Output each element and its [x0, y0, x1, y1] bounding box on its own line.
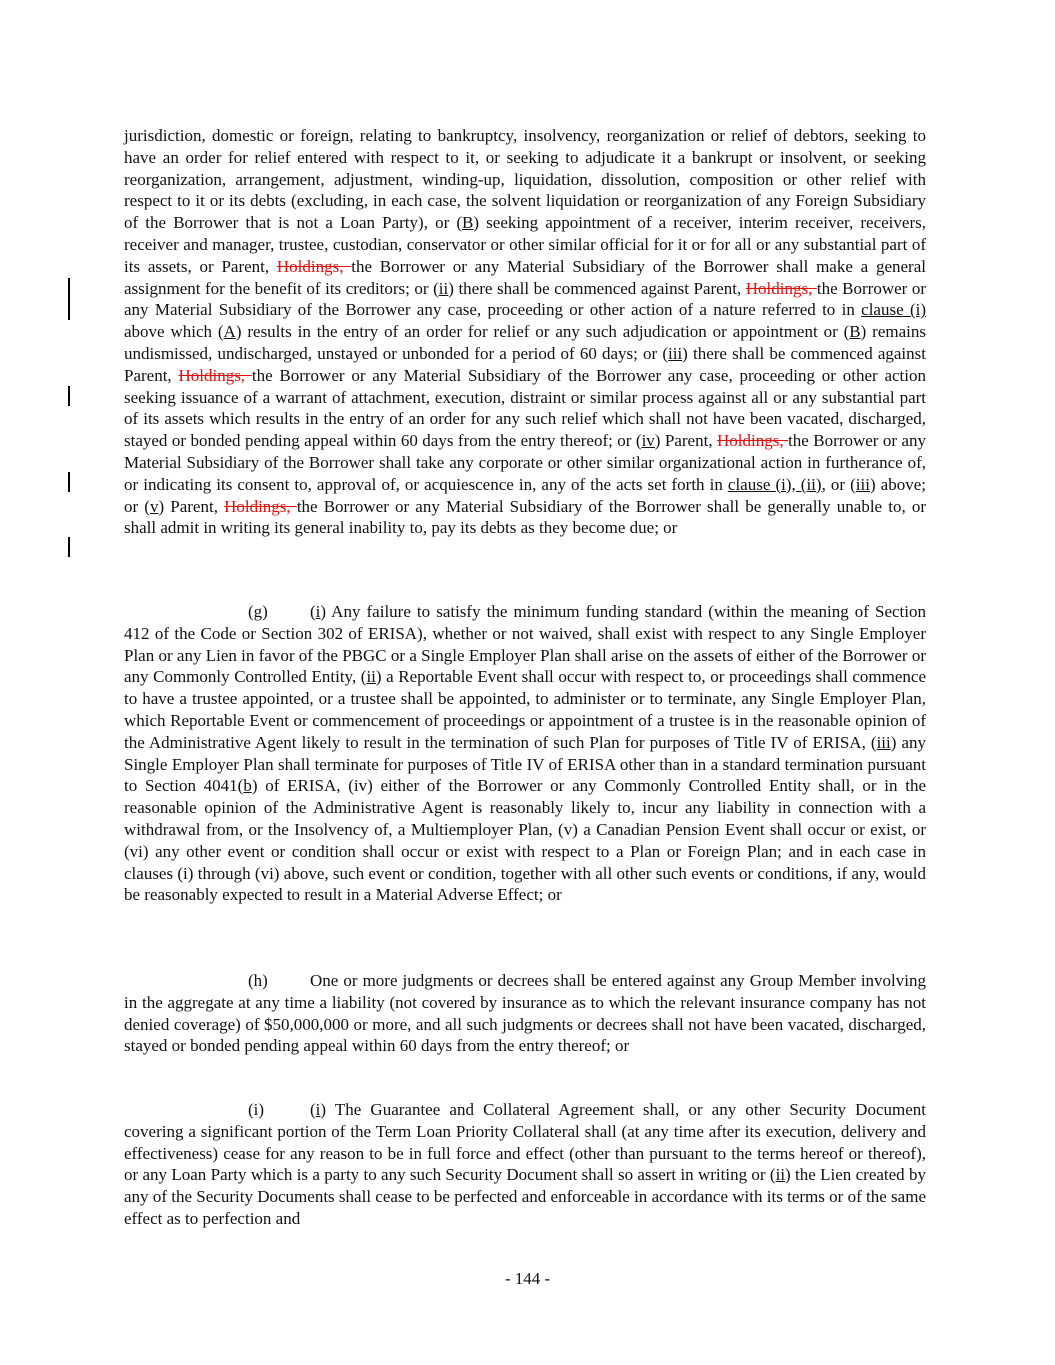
paragraph-h: (h) One or more judgments or decrees shall be entered against any Group Member involving in the aggregate at any time a liability (not covered by insurance as to which the relevant insurance company has not denied coverage) of $50,000,000 or more, and all such judgments or decrees shall not have been vacated, discharged, stayed or bonded pending appeal within 60 days from the entry thereof; or — [124, 971, 926, 1056]
deleted-text: Holdings, — [717, 431, 789, 451]
change-bar — [68, 537, 70, 557]
paragraph-i: (i) (i) The Guarantee and Collateral Agreement shall, or any other Security Document covering a significant portion of the Term Loan Priority Collateral shall (at any time after its execution, delivery and effectiveness) cease for any reason to be in full force and effect (other than pursuant to the terms hereof or thereof), or any Loan Party which is a party to any such Security Document shall so assert in writing or (ii) the Lien created by any of the Security Documents shall cease to be perfected and enforceable in accordance with its terms or of the same effect as to perfection and — [124, 1100, 927, 1228]
deleted-text: Holdings, — [745, 278, 817, 298]
paragraph-f-continuation: jurisdiction, domestic or foreign, relating to bankruptcy, insolvency, reorganization or relief of debtors, seeking to have an order for relief entered with respect to it, or seeking to adjudicate it a bankrupt or insolvent, or seeking reorganization, arrangement, adjustment, winding-up, liquidation, dissolution, composition or other relief with respect to it or its debts (excluding, in each case, the solvent liquidation or reorganization of any Foreign Subsidiary of the Borrower that is not a Loan Party), or (B) seeking appointment of a receiver, interim receiver, receivers, receiver and manager, trustee, custodian, conservator or other similar official for it or for all or any substantial part of its assets, or Parent, Holdings, the Borrower or any Material Subsidiary of the Borrower shall make a general assignment for the benefit of its creditors; or (ii) there shall be commenced against Parent, Holdings, the Borrower or any Material Subsidiary of the Borrower any case, proceeding or other action of a nature referred to in clause (i) above which (A) results in the entry of an order for relief or any such adjudication or appointment or (B) remains undismissed, undischarged, unstayed or unbonded for a period of 60 days; or (iii) there shall be commenced against Parent, Holdings, the Borrower or any Material Subsidiary of the Borrower any case, proceeding or other action seeking issuance of a warrant of attachment, execution, distraint or similar process against all or any substantial part of its assets which results in the entry of an order for any such relief which shall not have been vacated, discharged, stayed or bonded pending appeal within 60 days from the entry thereof; or (iv) Parent, Holdings, the Borrower or any Material Subsidiary of the Borrower shall take any corporate or other similar organizational action in furtherance of, or indicating its consent to, approval of, or acquiescence in, any of the acts set forth in clause (i), (ii), or (iii) above; or (v) Parent, Holdings, the Borrower or any Material Subsidiary of the Borrower shall be generally unable to, or shall admit in writing its general inability to, pay its debts as they become due; or — [124, 126, 927, 538]
paragraph-label: (g) — [248, 602, 268, 621]
deleted-text: Holdings, — [224, 496, 297, 516]
paragraph-label: (h) — [248, 971, 268, 990]
paragraph-label: (i) — [248, 1100, 265, 1119]
deleted-text: Holdings, — [178, 365, 252, 385]
paragraph-g: (g) (i) Any failure to satisfy the minimum funding standard (within the meaning of Section 412 of the Code or Section 302 of ERISA), whether or not waived, shall exist with respect to any Single Employer Plan or any Lien in favor of the PBGC or a Single Employer Plan shall arise on the assets of either of the Borrower or any Commonly Controlled Entity, (ii) a Reportable Event shall occur with respect to, or proceedings shall commence to have a trustee appointed, or a trustee shall be appointed, to administer or to terminate, any Single Employer Plan, which Reportable Event or commencement of proceedings or appointment of a trustee is in the reasonable opinion of the Administrative Agent likely to result in the termination of such Plan for purposes of Title IV of ERISA, (iii) any Single Employer Plan shall terminate for purposes of Title IV of ERISA other than in a standard termination pursuant to Section 4041(b) of ERISA, (iv) either of the Borrower or any Commonly Controlled Entity shall, or in the reasonable opinion of the Administrative Agent is reasonably likely to, incur any liability in connection with a withdrawal from, or the Insolvency of, a Multiemployer Plan, (v) a Canadian Pension Event shall occur or exist, or (vi) any other event or condition shall occur or exist with respect to a Plan or Foreign Plan; and in each case in clauses (i) through (vi) above, such event or condition, together with all other such events or conditions, if any, would be reasonably expected to result in a Material Adverse Effect; or — [124, 602, 926, 905]
change-bar — [68, 278, 70, 320]
page-number: - 144 - — [504, 1269, 551, 1288]
change-bar — [68, 386, 70, 406]
deleted-text: Holdings, — [276, 256, 352, 276]
change-bar — [68, 472, 70, 492]
